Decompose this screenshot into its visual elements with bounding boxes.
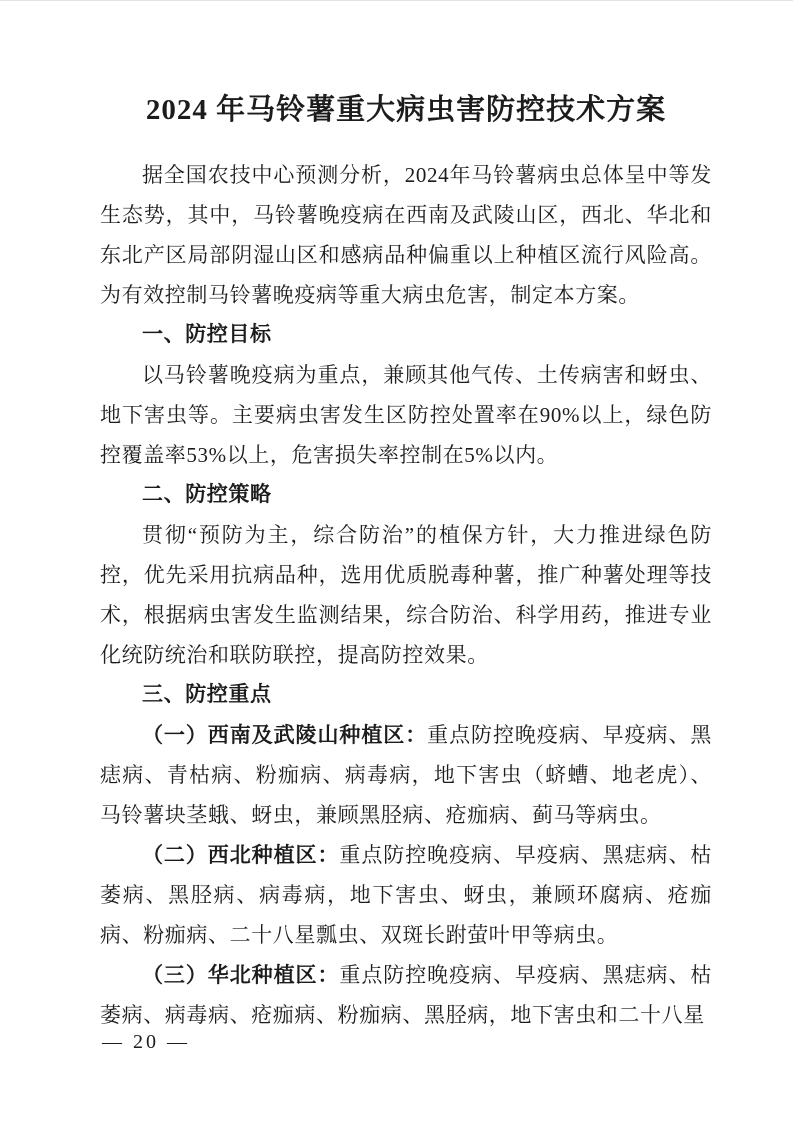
body-paragraph	[100, 955, 712, 1035]
bold-lead-text: 二、防控策略	[142, 483, 272, 506]
section-heading	[100, 475, 712, 515]
text-run: 重点防控晚疫病、早疫病、黑痣病、青枯病、粉痂病、病毒病，地下害虫（蛴螬、地老虎）、马铃薯块茎蛾、蚜虫，兼顾黑胫病、疮痂病、蓟马等病虫。	[100, 723, 712, 827]
bold-lead-text: 一、防控目标	[142, 323, 272, 346]
text-run: 贯彻“预防为主，综合防治”的植保方针，大力推进绿色防控，优先采用抗病品种，选用优质脱毒种薯，推广种薯处理等技术，根据病虫害发生监测结果，综合防治、科学用药，推进专业化统防统治和联防联控，提高防控效果。	[100, 523, 712, 667]
section-heading	[100, 315, 712, 355]
document-content	[100, 87, 712, 1035]
body-paragraph	[100, 515, 712, 675]
bold-lead-text: 三、防控重点	[142, 683, 272, 706]
bold-lead-text: （二）西北种植区：	[142, 843, 340, 867]
section-heading	[100, 675, 712, 715]
body-paragraph	[100, 155, 712, 315]
text-run: 重点防控晚疫病、早疫病、黑痣病、枯萎病、病毒病、疮痂病、粉痂病、黑胫病，地下害虫和二十八星	[100, 963, 712, 1027]
body-paragraph	[100, 715, 712, 835]
document-title: 2024 年马铃薯重大病虫害防控技术方案	[145, 94, 667, 126]
text-run: 以马铃薯晚疫病为重点，兼顾其他气传、土传病害和蚜虫、地下害虫等。主要病虫害发生区防控处置率在90%以上，绿色防控覆盖率53%以上，危害损失率控制在5%以内。	[100, 363, 712, 467]
body-paragraph	[100, 355, 712, 475]
bold-lead-text: （三）华北种植区：	[142, 963, 340, 987]
bold-lead-text: （一）西南及武陵山种植区：	[142, 723, 428, 747]
document-body	[100, 155, 712, 1035]
text-run: 重点防控晚疫病、早疫病、黑痣病、枯萎病、黑胫病、病毒病，地下害虫、蚜虫，兼顾环腐病、疮痂病、粉痂病、二十八星瓢虫、双斑长跗萤叶甲等病虫。	[100, 843, 712, 947]
body-paragraph	[100, 835, 712, 955]
page-number: — 20 —	[102, 1031, 190, 1053]
text-run: 据全国农技中心预测分析，2024年马铃薯病虫总体呈中等发生态势，其中，马铃薯晚疫病在西南及武陵山区，西北、华北和东北产区局部阴湿山区和感病品种偏重以上种植区流行风险高。为有效控制马铃薯晚疫病等重大病虫危害，制定本方案。	[100, 163, 712, 307]
